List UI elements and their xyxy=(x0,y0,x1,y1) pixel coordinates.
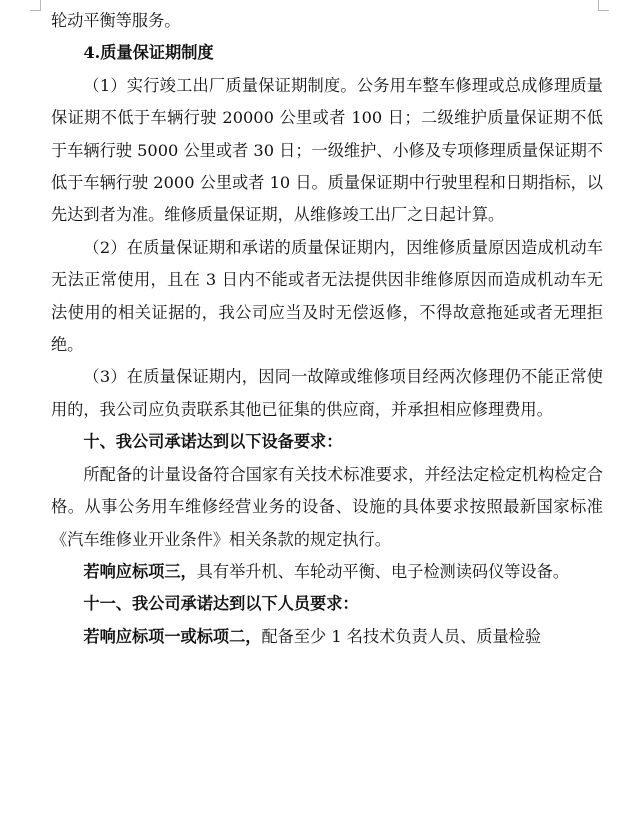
paragraph-warranty-1: （1）实行竣工出厂质量保证期制度。公务用车整车修理或总成修理质量保证期不低于车辆行驶 20000 公里或者 100 日；二级维护质量保证期不低于车辆行驶 5000 公里或者 30 日；一级维护、小修及专项修理质量保证期不低于车辆行驶 2000 公里或者 10 日。质量保证期中行驶里程和日期指标，以先达到者为准。维修质量保证期，从维修竣工出厂之日起计算。 xyxy=(51,75,603,225)
document-body xyxy=(51,5,603,653)
section-heading-personnel: 十一、我公司承诺达到以下人员要求： xyxy=(83,594,359,614)
paragraph-personnel-item xyxy=(51,621,603,653)
section-heading-warranty: 4.质量保证期制度 xyxy=(83,43,214,63)
paragraph-equipment: 所配备的计量设备符合国家有关技术标准要求，并经法定检定机构检定合格。从事公务用车维修经营业务的设备、设施的具体要求按照最新国家标准《汽车维修业开业条件》相关条款的规定执行。 xyxy=(51,464,603,549)
equipment-bold-lead: 若响应标项三， xyxy=(83,561,197,581)
margin-corner-mark-left xyxy=(30,0,41,11)
equipment-text: 具有举升机、车轮动平衡、电子检测读码仪等设备。 xyxy=(196,561,570,581)
section-heading-equipment: 十、我公司承诺达到以下设备要求： xyxy=(83,432,343,452)
personnel-text: 配备至少 1 名技术负责人员、质量检验 xyxy=(261,626,542,646)
paragraph-warranty-3: （3）在质量保证期内，因同一故障或维修项目经两次修理仍不能正常使用的，我公司应负责联系其他已征集的供应商，并承担相应修理费用。 xyxy=(51,367,603,419)
paragraph-equipment-item xyxy=(51,556,603,588)
paragraph-warranty-2: （2）在质量保证期和承诺的质量保证期内，因维修质量原因造成机动车无法正常使用，且在 3 日内不能或者无法提供因非维修原因而造成机动车无法使用的相关证据的，我公司应当及时无偿返修，不得故意拖延或者无理拒绝。 xyxy=(51,237,603,355)
personnel-bold-lead: 若响应标项一或标项二， xyxy=(83,626,262,646)
paragraph-continuation: 轮动平衡等服务。 xyxy=(51,11,181,30)
